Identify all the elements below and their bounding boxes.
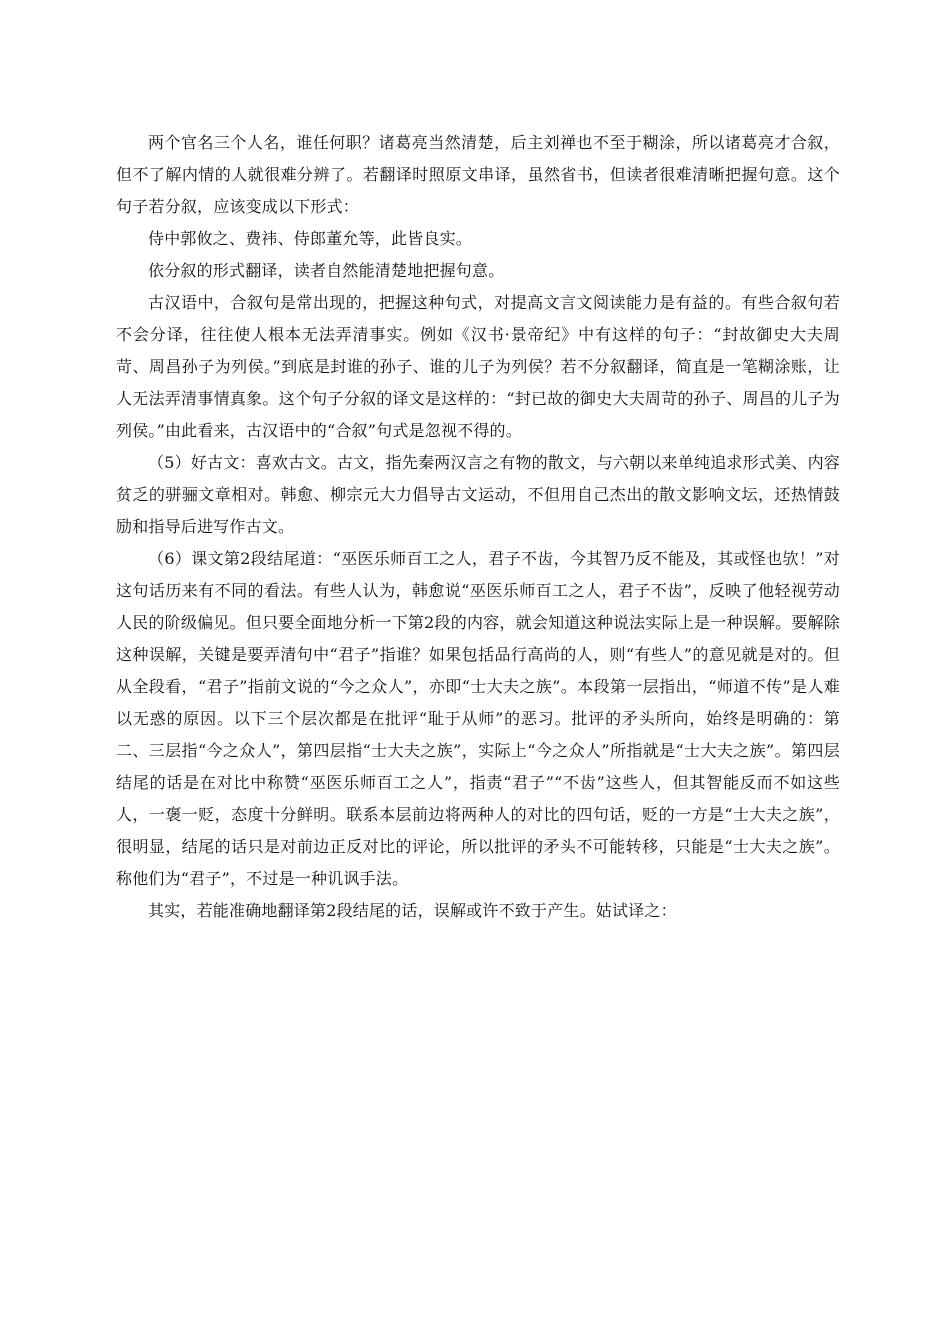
paragraph-split-form-example: 侍中郭攸之、费祎、侍郎董允等，此皆良实。 [148,229,473,248]
paragraph-split-translation-note: 依分叙的形式翻译，读者自然能清楚地把握句意。 [148,261,505,280]
paragraph-note-6-junzi: （6）课文第2段结尾道：“巫医乐师百工之人，君子不齿，今其智乃反不能及，其或怪也欤！”对这句话历来有不同的看法。有些人认为，韩愈说“巫医乐师百工之人，君子不齿”，反映了他轻视劳动人民的阶级偏见。但只要全面地分析一下第2段的内容，就会知道这种说法实际上是一种误解。要解除这种误解，关键是要弄清句中“君子”指谁？如果包括品行高尚的人，则“有些人”的意见就是对的。但从全段看，“君子”指前文说的“今之众人”，亦即“士大夫之族”。本段第一层指出，“师道不传”是人难以无惑的原因。以下三个层次都是在批评“耻于从师”的恶习。批评的矛头所向，始终是明确的：第二、三层指“今之众人”，第四层指“士大夫之族”，实际上“今之众人”所指就是“士大夫之族”。第四层结尾的话是在对比中称赞“巫医乐师百工之人”，指责“君子”“不齿”这些人，但其智能反而不如这些人，一褒一贬，态度十分鲜明。联系本层前边将两种人的对比的四句话，贬的一方是“士大夫之族”，很明显，结尾的话只是对前边正反对比的评论，所以批评的矛头不可能转移，只能是“士大夫之族”。称他们为“君子”，不过是一种讥讽手法。 [116,549,840,888]
paragraph-hanshu-example: 古汉语中，合叙句是常出现的，把握这种句式，对提高文言文阅读能力是有益的。有些合叙句若不会分译，往往使人根本无法弄清事实。例如《汉书·景帝纪》中有这样的句子：“封故御史大夫周苛、周昌孙子为列侯。”到底是封谁的孙子、谁的儿子为列侯？若不分叙翻译，简直是一笔糊涂账，让人无法弄清事情真象。这个句子分叙的译文是这样的：“封已故的御史大夫周苛的孙子、周昌的儿子为列侯。”由此看来，古汉语中的“合叙”句式是忽视不得的。 [116,293,840,440]
paragraph-note-5-guwen: （5）好古文：喜欢古文。古文，指先秦两汉言之有物的散文，与六朝以来单纯追求形式美、内容贫乏的骈骊文章相对。韩愈、柳宗元大力倡导古文运动，不但用自己杰出的散文影响文坛，还热情鼓励和指导后进写作古文。 [116,453,840,536]
paragraph-translation-intro: 其实，若能准确地翻译第2段结尾的话，误解或许不致于产生。姑试译之： [148,901,677,920]
paragraph-merged-narration-explanation: 两个官名三个人名，谁任何职？诸葛亮当然清楚，后主刘禅也不至于糊涂，所以诸葛亮才合叙，但不了解内情的人就很难分辨了。若翻译时照原文串译，虽然省书，但读者很难清晰把握句意。这个句子若分叙，应该变成以下形式： [116,133,840,216]
body-text [116,127,840,927]
